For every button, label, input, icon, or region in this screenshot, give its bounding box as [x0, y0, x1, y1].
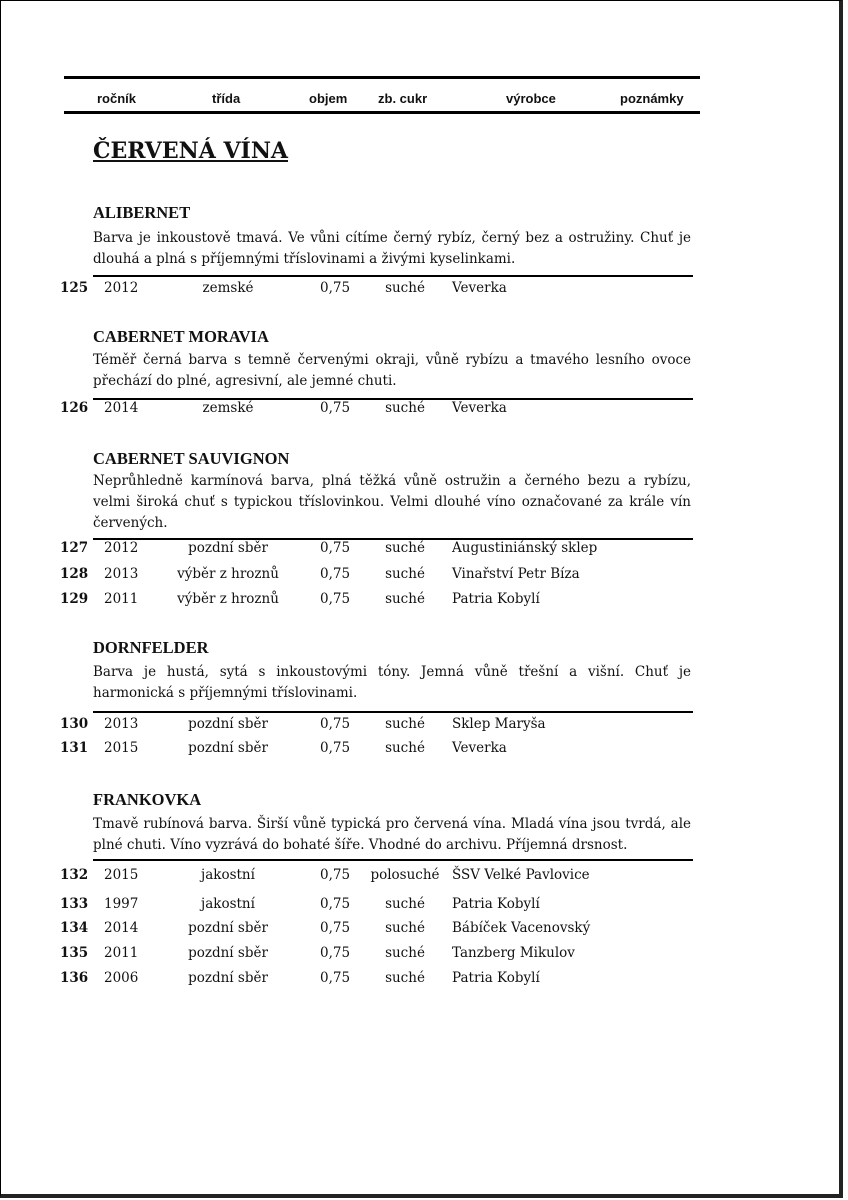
wine-row [0, 566, 848, 586]
volume: 0,75 [320, 896, 351, 912]
wine-row [0, 970, 848, 990]
residual-sugar: suché [385, 945, 425, 961]
wine-description [93, 228, 691, 270]
wine-description [93, 814, 691, 856]
volume: 0,75 [320, 280, 351, 296]
description-line: Neprůhledně karmínová barva, plná těžká vůně ostružin a černého bezu a rybízu, velmi [93, 473, 691, 510]
wine-number: 133 [60, 896, 89, 912]
quality-class: pozdní sběr [188, 945, 268, 961]
separator-line [93, 711, 693, 713]
vintage: 2014 [104, 400, 139, 416]
vintage: 2006 [104, 970, 139, 986]
wine-number: 130 [60, 716, 89, 732]
quality-class: výběr z hroznů [177, 566, 279, 582]
producer: Veverka [452, 400, 507, 416]
volume: 0,75 [320, 970, 351, 986]
wine-row [0, 920, 848, 940]
wine-name: CABERNET MORAVIA [93, 327, 269, 346]
description-line: Téměř černá barva s temně červenými okraji, vůně rybízu a tmavého lesního ovoce [93, 352, 691, 368]
description-line: široká chuť s typickou tříslovinkou. Velmi dlouhé víno označované za krále vín [136, 494, 691, 510]
quality-class: zemské [202, 280, 254, 296]
header-volume: objem [309, 91, 348, 106]
description-line: s příjemnými tříslovinami. [178, 685, 358, 701]
volume: 0,75 [320, 591, 351, 607]
vintage: 2015 [104, 867, 139, 883]
vintage: 1997 [104, 896, 139, 912]
producer: Veverka [452, 740, 507, 756]
volume: 0,75 [320, 716, 351, 732]
description-line: dlouhá a plná s příjemnými tříslovinami a živými kyselinkami. [93, 251, 516, 267]
wine-number: 126 [60, 400, 89, 416]
wine-name: DORNFELDER [93, 638, 209, 657]
quality-class: pozdní sběr [188, 540, 268, 556]
wine-row [0, 591, 848, 611]
wine-number: 136 [60, 970, 89, 986]
residual-sugar: polosuché [370, 867, 440, 883]
quality-class: výběr z hroznů [177, 591, 279, 607]
wine-description [93, 662, 691, 704]
wine-name: ALIBERNET [93, 203, 191, 222]
residual-sugar: suché [385, 896, 425, 912]
residual-sugar: suché [385, 716, 425, 732]
volume: 0,75 [320, 867, 351, 883]
producer: Patria Kobylí [452, 591, 540, 607]
producer: Augustiniánský sklep [452, 540, 598, 556]
quality-class: jakostní [201, 896, 255, 912]
wine-row [0, 280, 848, 300]
wine-row [0, 896, 848, 916]
header-vintage: ročník [97, 91, 137, 106]
wine-number: 129 [60, 591, 89, 607]
vintage: 2014 [104, 920, 139, 936]
volume: 0,75 [320, 945, 351, 961]
volume: 0,75 [320, 540, 351, 556]
wine-row [0, 540, 848, 560]
residual-sugar: suché [385, 400, 425, 416]
quality-class: zemské [202, 400, 254, 416]
header-producer: výrobce [506, 91, 556, 106]
producer: Veverka [452, 280, 507, 296]
wine-number: 128 [60, 566, 89, 582]
quality-class: pozdní sběr [188, 970, 268, 986]
quality-class: jakostní [201, 867, 255, 883]
wine-name: CABERNET SAUVIGNON [93, 449, 290, 468]
residual-sugar: suché [385, 280, 425, 296]
quality-class: pozdní sběr [188, 716, 268, 732]
wine-number: 132 [60, 867, 89, 883]
vintage: 2011 [104, 591, 139, 607]
residual-sugar: suché [385, 591, 425, 607]
section-title: ČERVENÁ VÍNA [93, 138, 288, 164]
volume: 0,75 [320, 566, 351, 582]
wine-row [0, 867, 848, 887]
vintage: 2011 [104, 945, 139, 961]
quality-class: pozdní sběr [188, 740, 268, 756]
description-line: plné chuti. Víno vyzrává do bohaté šíře. Vhodné do archivu. Příjemná drsnost. [93, 837, 628, 853]
vintage: 2012 [104, 540, 139, 556]
residual-sugar: suché [385, 540, 425, 556]
wine-number: 131 [60, 740, 89, 756]
header-class: třída [212, 91, 241, 106]
wine-row [0, 400, 848, 420]
producer: Patria Kobylí [452, 896, 540, 912]
description-line: červených. [93, 515, 168, 531]
residual-sugar: suché [385, 740, 425, 756]
wine-name: FRANKOVKA [93, 790, 202, 809]
wine-number: 127 [60, 540, 89, 556]
vintage: 2015 [104, 740, 139, 756]
residual-sugar: suché [385, 970, 425, 986]
producer: Bábíček Vacenovský [452, 920, 591, 936]
separator-line [93, 275, 693, 277]
vintage: 2013 [104, 716, 139, 732]
volume: 0,75 [320, 740, 351, 756]
volume: 0,75 [320, 920, 351, 936]
residual-sugar: suché [385, 566, 425, 582]
header-residual-sugar: zb. cukr [378, 91, 428, 106]
vintage: 2013 [104, 566, 139, 582]
quality-class: pozdní sběr [188, 920, 268, 936]
producer: Tanzberg Mikulov [452, 945, 575, 961]
header-notes: poznámky [620, 91, 684, 106]
residual-sugar: suché [385, 920, 425, 936]
producer: Vinařství Petr Bíza [452, 566, 580, 582]
description-line: přechází do plné, agresivní, ale jemné chuti. [93, 373, 397, 389]
wine-description [93, 471, 691, 534]
vintage: 2012 [104, 280, 139, 296]
description-line: Barva je inkoustově tmavá. Ve vůni cítíme černý rybíz, černý bez a ostružiny. Chuť je [93, 230, 691, 246]
wine-description [93, 350, 691, 392]
producer: Sklep Maryša [452, 716, 546, 732]
column-header-bar [64, 76, 700, 114]
wine-row [0, 740, 848, 760]
wine-number: 125 [60, 280, 89, 296]
wine-row [0, 945, 848, 965]
wine-number: 135 [60, 945, 89, 961]
description-line: Tmavě rubínová barva. Širší vůně typická pro červená vína. Mladá vína jsou tvrdá, ale [93, 816, 691, 832]
volume: 0,75 [320, 400, 351, 416]
producer: ŠSV Velké Pavlovice [452, 867, 590, 883]
producer: Patria Kobylí [452, 970, 540, 986]
separator-line [93, 859, 693, 861]
wine-number: 134 [60, 920, 89, 936]
description-line: Barva je hustá, sytá s inkoustovými tóny. Jemná vůně třešní a višní. Chuť je harmonická [93, 664, 691, 701]
wine-row [0, 716, 848, 736]
